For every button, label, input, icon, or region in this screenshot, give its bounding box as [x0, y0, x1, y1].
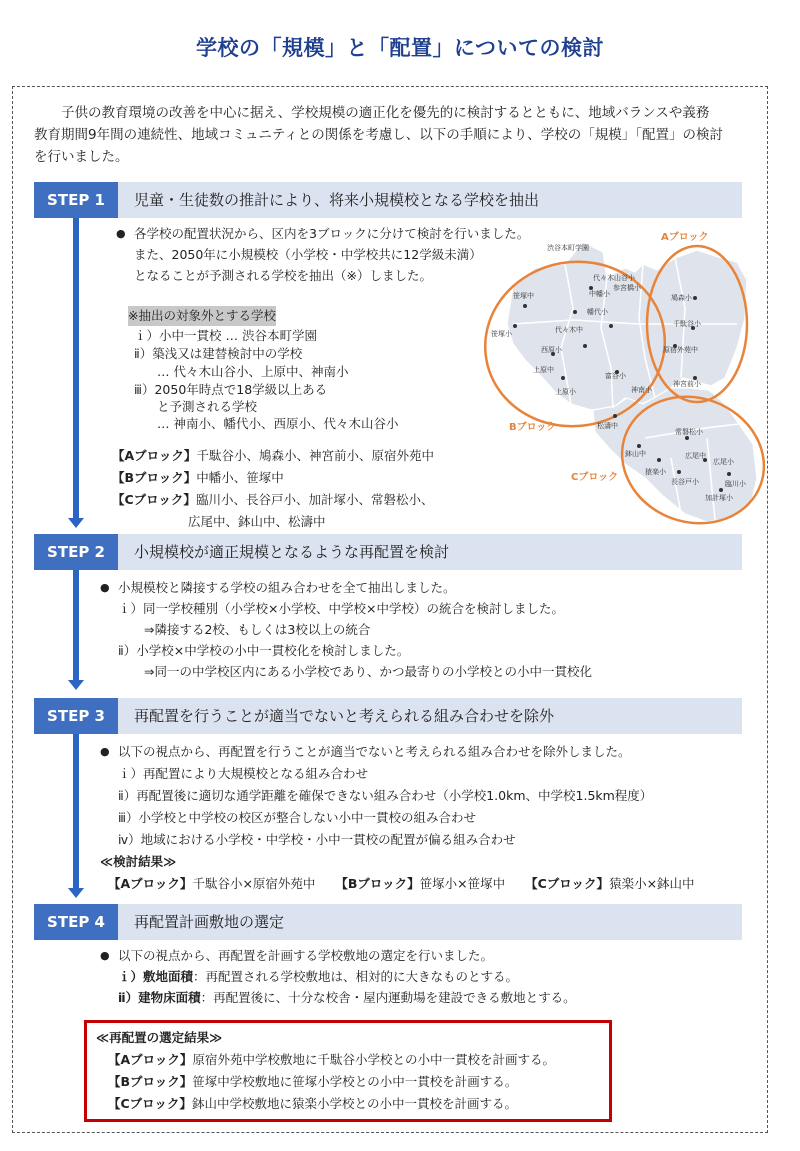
school-label: 西原小: [541, 346, 562, 354]
school-label: 千駄谷小: [673, 320, 701, 328]
final-row-b: [108, 1072, 517, 1092]
block-c-name: 【Cブロック】: [112, 492, 196, 507]
step4-line-1: ● 以下の視点から、再配置を計画する学校敷地の選定を行いました。: [118, 946, 493, 966]
step3-result-title: ≪検討結果≫: [100, 854, 177, 869]
step1-line-1: ● 各学校の配置状況から、区内を3ブロックに分けて検討を行いました。: [134, 224, 529, 244]
step2-line-4: ⅱ）小学校×中学校の小中一貫校化を検討しました。: [118, 643, 410, 658]
school-label: 代々木山谷小: [593, 274, 635, 282]
block-a-text: 千駄谷小、鳩森小、神宮前小、原宿外苑中: [196, 448, 434, 463]
school-label: 笹塚小: [491, 330, 512, 338]
intro-paragraph: [34, 102, 754, 168]
intro-line-1: 子供の教育環境の改善を中心に据え、学校規模の適正化を優先的に検討するとともに、地域バランスや義務: [61, 105, 710, 121]
school-label: 参宮橋小: [613, 284, 641, 292]
block-a-label: Aブロック: [661, 232, 709, 243]
step1-header: [34, 182, 742, 218]
final-title: ≪再配置の選定結果≫: [96, 1030, 223, 1045]
step1-note-line-4: ⅲ）2050年時点で18学級以上ある: [134, 382, 328, 397]
school-label: 常磐松小: [675, 428, 703, 436]
step1-block-b: [112, 468, 284, 488]
step2-line-1: ● 小規模校と隣接する学校の組み合わせを全て抽出しました。: [118, 578, 456, 598]
step3-line-2: ｉ）再配置により大規模校となる組み合わせ: [118, 766, 369, 781]
step1-note-title: ※抽出の対象外とする学校: [128, 306, 276, 326]
school-label: 中幡小: [589, 290, 610, 298]
school-label: 長谷戸小: [671, 478, 699, 486]
ward-map: [475, 228, 765, 528]
step3-line-3: ⅱ）再配置後に適切な通学距離を確保できない組み合わせ（小学校1.0km、中学校1.5km程度）: [118, 788, 653, 803]
final-row-a: [108, 1050, 555, 1070]
step2-arrow-line: [73, 568, 79, 680]
school-label: 広尾小: [713, 458, 734, 466]
step3-heading: 再配置を行うことが適当でないと考えられる組み合わせを除外: [134, 707, 555, 725]
step2-arrow-head: [68, 680, 84, 690]
school-label: 神南小: [631, 386, 652, 394]
step1-block-a: [112, 446, 434, 466]
criterion-2-num: ⅱ）: [118, 990, 139, 1005]
block-b-text: 中幡小、笹塚中: [196, 470, 284, 485]
school-label: 笹塚中: [513, 292, 534, 300]
school-label: 松濤中: [597, 422, 618, 430]
step2-line-3: ⇒隣接する2校、もしくは3校以上の統合: [144, 622, 371, 637]
school-label: 幡代小: [587, 308, 608, 316]
block-a-name: 【Aブロック】: [112, 448, 197, 463]
final-row-c: [108, 1094, 517, 1114]
step1-note-line-1: ｉ）小中一貫校 … 渋谷本町学園: [134, 328, 317, 343]
step2-header: [34, 534, 742, 570]
intro-line-3: を行いました。: [34, 149, 129, 165]
result-c-name: 【Cブロック】: [525, 876, 610, 891]
step1-block-c: [112, 490, 433, 510]
step4-heading: 再配置計画敷地の選定: [134, 913, 285, 931]
step3-line-4: ⅲ）小学校と中学校の校区が整合しない小中一貫校の組み合わせ: [118, 810, 476, 825]
step3-label: STEP 3: [34, 698, 118, 734]
result-b-name: 【Bブロック】: [335, 876, 420, 891]
step4-criterion-1: [118, 967, 518, 987]
school-label: 鳩森小: [671, 294, 692, 302]
page-title: 学校の「規模」と「配置」についての検討: [195, 36, 605, 60]
school-label: 臨川小: [725, 480, 746, 488]
step1-note-line-6: … 神南小、幡代小、西原小、代々木山谷小: [157, 416, 399, 431]
final-a-name: 【Aブロック】: [108, 1052, 193, 1067]
step1-heading: 児童・生徒数の推計により、将来小規模校となる学校を抽出: [134, 191, 540, 209]
school-label: 加計塚小: [705, 494, 733, 502]
step1-arrow-line: [73, 218, 79, 518]
school-label: 猿楽小: [645, 468, 666, 476]
step1-note-line-2: ⅱ）築浅又は建替検討中の学校: [134, 346, 303, 361]
school-label: 鉢山中: [625, 450, 646, 458]
block-b-name: 【Bブロック】: [112, 470, 197, 485]
school-label: 富谷小: [605, 372, 626, 380]
final-b-name: 【Bブロック】: [108, 1074, 193, 1089]
step1-note-line-3: … 代々木山谷小、上原中、神南小: [157, 364, 349, 379]
school-label: 渋谷本町学園: [547, 244, 589, 252]
step1-note-line-5: と予測される学校: [157, 399, 258, 414]
step2-label: STEP 2: [34, 534, 118, 570]
step1-line-2: また、2050年に小規模校（小学校・中学校共に12学級未満）: [134, 247, 482, 262]
step1-label: STEP 1: [34, 182, 118, 218]
criterion-2-text: ：再配置後に、十分な校舎・屋内運動場を建設できる敷地とする。: [200, 990, 576, 1005]
step3-arrow-line: [73, 734, 79, 888]
step2-heading: 小規模校が適正規模となるような再配置を検討: [134, 543, 450, 561]
final-a-text: 原宿外苑中学校敷地に千駄谷小学校との小中一貫校を計画する。: [192, 1052, 555, 1067]
step3-header: [34, 698, 742, 734]
school-label: 広尾中: [685, 452, 706, 460]
criterion-1-num: ｉ）: [118, 969, 144, 984]
result-b-text: 笹塚小×笹塚中: [419, 876, 506, 891]
step3-line-1: ● 以下の視点から、再配置を行うことが適当でないと考えられる組み合わせを除外しました。: [118, 742, 631, 762]
criterion-2-name: 建物床面積: [138, 990, 201, 1005]
step1-line-3: となることが予測される学校を抽出（※）しました。: [134, 268, 432, 283]
school-label: 上原小: [555, 388, 576, 396]
result-c-text: 猿楽小×鉢山中: [609, 876, 695, 891]
criterion-1-text: ：再配置される学校敷地は、相対的に大きなものとする。: [193, 969, 519, 984]
step1-block-c-cont: 広尾中、鉢山中、松濤中: [188, 514, 326, 529]
final-b-text: 笹塚中学校敷地に笹塚小学校との小中一貫校を計画する。: [192, 1074, 518, 1089]
step1-arrow-head: [68, 518, 84, 528]
result-a-text: 千駄谷小×原宿外苑中: [192, 876, 316, 891]
school-label: 原宿外苑中: [663, 346, 698, 354]
criterion-1-name: 敷地面積: [143, 969, 194, 984]
block-c-text: 臨川小、長谷戸小、加計塚小、常磐松小、: [195, 492, 434, 507]
block-c-label: Cブロック: [571, 472, 619, 483]
step3-arrow-head: [68, 888, 84, 898]
final-c-name: 【Cブロック】: [108, 1096, 192, 1111]
step2-line-2: ｉ）同一学校種別（小学校×小学校、中学校×中学校）の統合を検討しました。: [118, 601, 564, 616]
step4-header: [34, 904, 742, 940]
intro-line-2: 教育期間9年間の連続性、地域コミュニティとの関係を考慮し、以下の手順により、学校の「規模」「配置」の検討: [34, 127, 723, 143]
final-c-text: 鉢山中学校敷地に猿楽小学校との小中一貫校を計画する。: [191, 1096, 517, 1111]
step3-results: [108, 874, 695, 894]
result-a-name: 【Aブロック】: [108, 876, 193, 891]
step3-line-5: ⅳ）地域における小学校・中学校・小中一貫校の配置が偏る組み合わせ: [118, 832, 516, 847]
step2-line-5: ⇒同一の中学校区内にある小学校であり、かつ最寄りの小学校との小中一貫校化: [144, 664, 592, 679]
step4-criterion-2: [118, 988, 576, 1008]
school-label: 代々木中: [555, 326, 583, 334]
block-b-label: Bブロック: [509, 422, 557, 433]
step4-label: STEP 4: [34, 904, 118, 940]
school-label: 上原中: [533, 366, 554, 374]
school-label: 神宮前小: [673, 380, 701, 388]
